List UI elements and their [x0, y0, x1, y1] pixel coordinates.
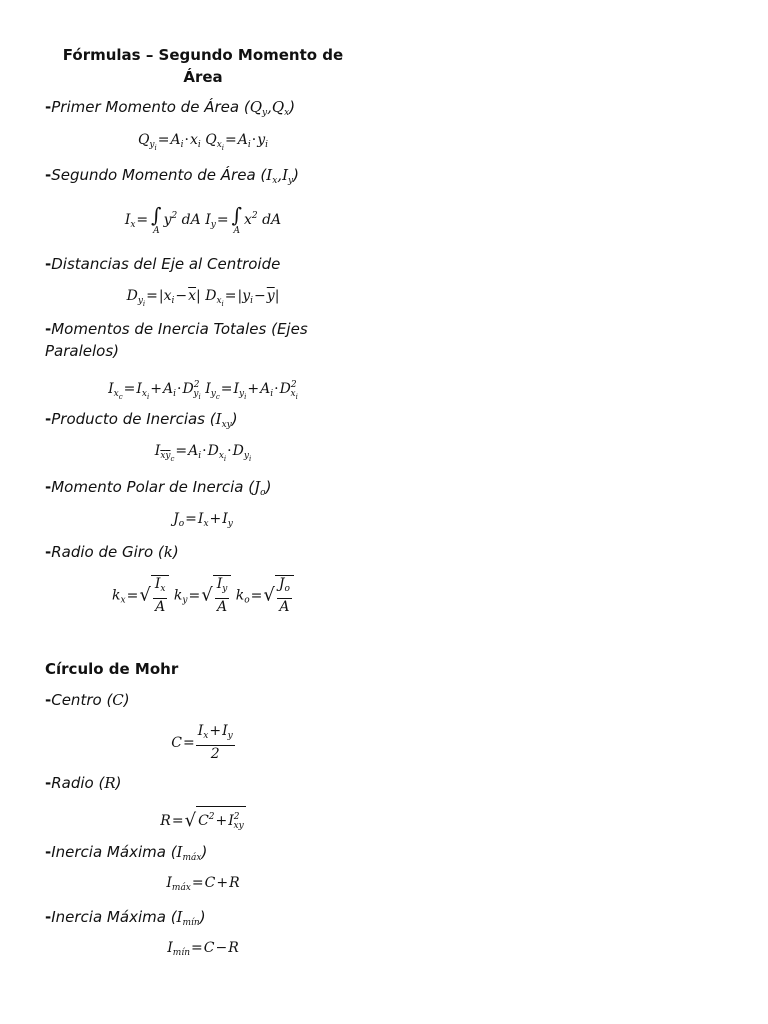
- formula-gyration: $k_x=√$ $\frac{I_x}{A}$ $k_y=√$ $\frac{I_y}{A}$ $k_o=√$ $\frac{J_o}{A}$: [45, 575, 361, 616]
- heading-center: -Centro (C): [45, 691, 130, 709]
- heading-distances: -Distancias del Eje al Centroide: [45, 255, 281, 273]
- formula-distances: $D_{y_i}=|x_i-\overline{x}|$ $D_{x_i}=|y_i-\overline{y}|$: [126, 288, 280, 308]
- heading-radius: -Radio (R): [45, 774, 122, 792]
- heading-min-inertia: -Inercia Máxima $(I_{mín})$: [45, 908, 206, 928]
- formula-center: C= $\frac{I_x+I_y}{2}$: [171, 723, 233, 762]
- formula-max-inertia: $I_{máx}=C+R$: [166, 875, 240, 893]
- formula-radius: R=√ $C^2+I^2_{xy}$: [45, 806, 361, 836]
- formula-total-inertia: $I_{x_c}=I_{x_i}+A_i\cdot D^2_{y_i}$ $I_{y_c}=I_{y_i}+A_i\cdot D^2_{x_i}$: [108, 380, 298, 401]
- page-title: Fórmulas – Segundo Momento de Área: [62, 46, 344, 86]
- formula-first-moment: $Q_{y_i}=A_i\cdot x_i$ $Q_{x_i}=A_i\cdot y_i$: [137, 132, 269, 152]
- formula-product: $I_{\overline{x}\overline{y}_c}=A_i\cdot D_{x_i}\cdot D_{y_i}$: [154, 443, 252, 463]
- heading-product: -Producto de Inercias $(I_{xy})$: [45, 410, 238, 430]
- formula-min-inertia: $I_{mín}=C-R$: [167, 940, 239, 958]
- heading-max-inertia: -Inercia Máxima $(I_{máx})$: [45, 843, 208, 863]
- heading-polar: -Momento Polar de Inercia $(J_o)$: [45, 478, 272, 498]
- heading-first-moment: -Primer Momento de Área $(Q_y,Q_x)$: [45, 98, 296, 118]
- heading-total-inertia: -Momentos de Inercia Totales (Ejes Paralelos): [45, 320, 308, 360]
- formula-second-moment: $I_x=$ ∫ A $y^2$ dA $I_y=$ ∫ A $x^2$ dA: [124, 203, 282, 236]
- mohr-heading: Círculo de Mohr: [45, 660, 179, 678]
- heading-gyration: -Radio de Giro (k): [45, 543, 179, 561]
- heading-second-moment: -Segundo Momento de Área $(I_x,I_y)$: [45, 166, 299, 186]
- formula-polar: $J_o=I_x+I_y$: [173, 511, 233, 529]
